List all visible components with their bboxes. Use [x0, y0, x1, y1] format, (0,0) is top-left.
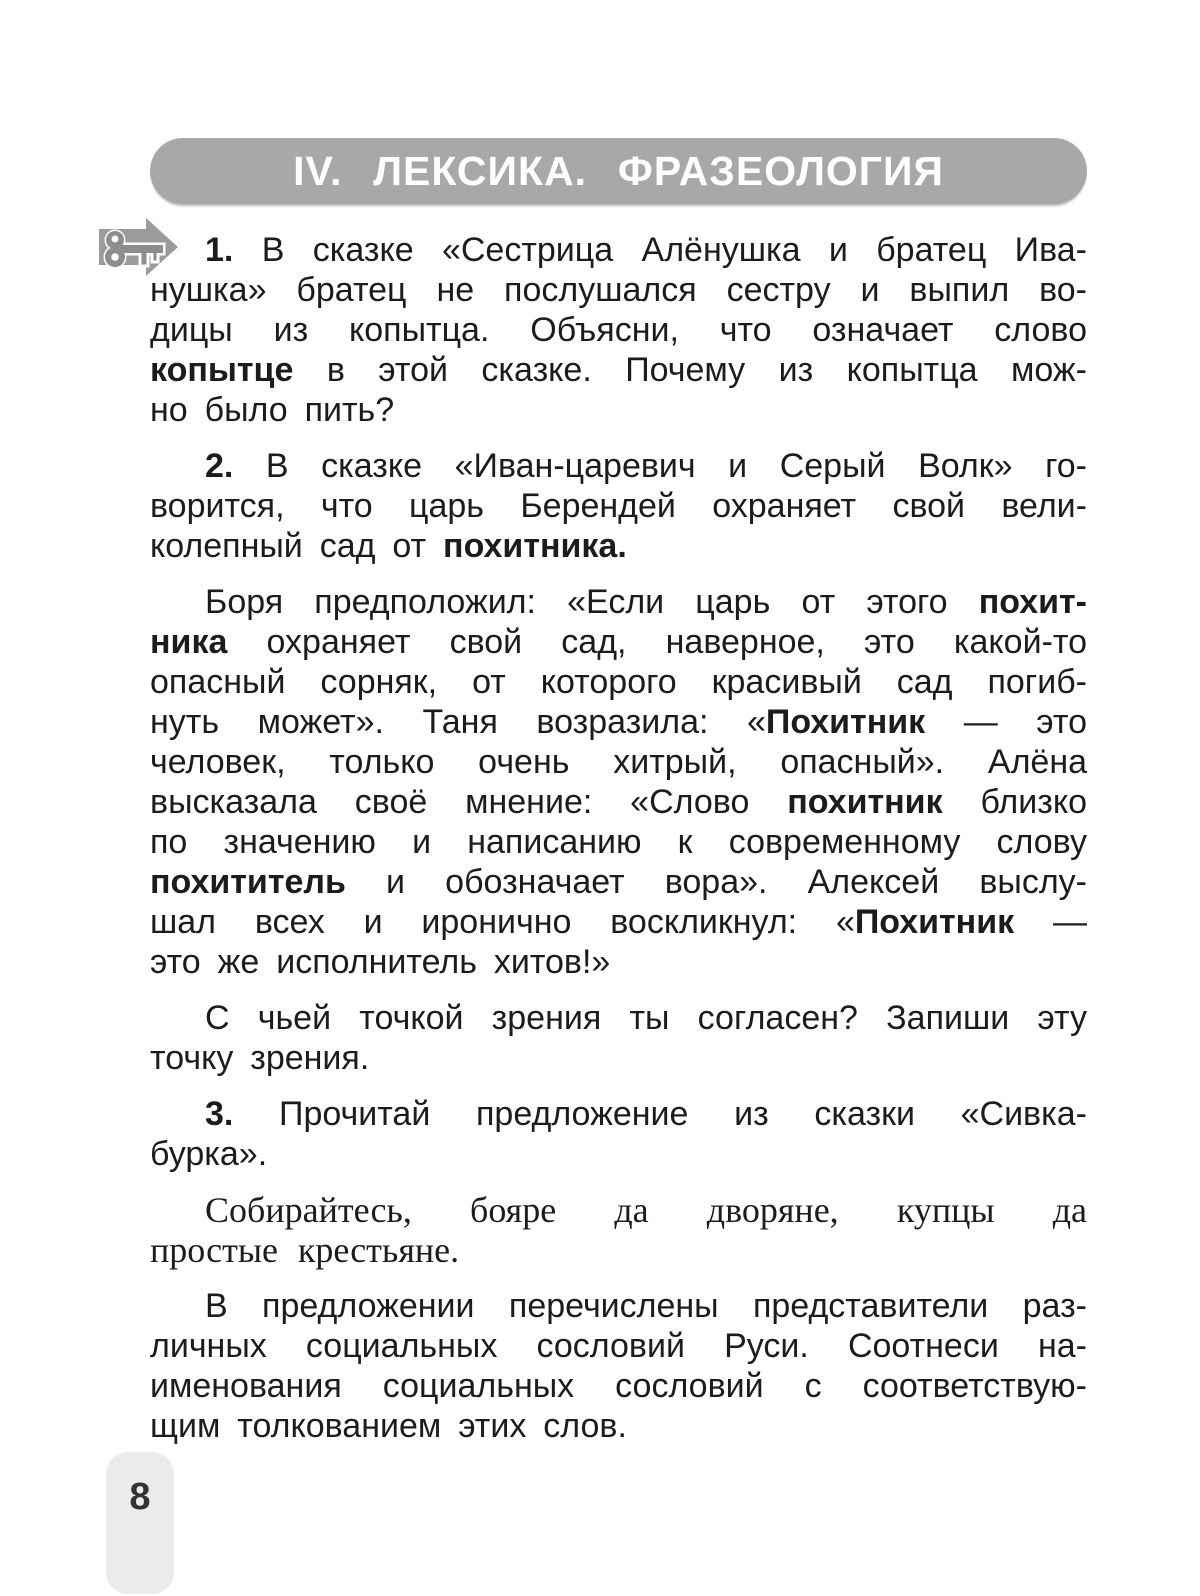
text-line [150, 446, 1087, 486]
text-line [150, 526, 1087, 566]
text-line [150, 1190, 1087, 1230]
text-line [150, 582, 1087, 622]
text: — [1014, 903, 1087, 941]
text-line [150, 1286, 1087, 1326]
text: это же исполнитель хитов!» [150, 943, 611, 981]
text: по значению и написанию к современному слову [150, 823, 1087, 861]
text-line [150, 230, 1087, 270]
bold-text: Похитник [765, 703, 926, 741]
bold-text: 2. [205, 447, 266, 485]
paragraph [150, 230, 1087, 430]
text: В сказке «Сестрица Алёнушка и братец Ива- [261, 231, 1087, 269]
text: точку зрения. [150, 1039, 370, 1077]
text-line [150, 662, 1087, 702]
text: колепный сад от [150, 527, 444, 565]
text-line [150, 1094, 1087, 1134]
bold-text: копытце [150, 351, 327, 389]
bold-text: Похитник [854, 903, 1015, 941]
text: высказала своё мнение: «Слово [150, 783, 788, 821]
text-line [150, 702, 1087, 742]
paragraph [150, 446, 1087, 566]
text-line [150, 782, 1087, 822]
text-line [150, 1230, 1087, 1270]
bold-text: похитника. [443, 527, 627, 565]
text: С чьей точкой зрения ты согласен? Запиши эту [205, 999, 1087, 1037]
text-line [150, 1366, 1087, 1406]
text: личных социальных сословий Руси. Соотнеси на- [150, 1327, 1087, 1365]
text: — это [925, 703, 1087, 741]
text-line [150, 486, 1087, 526]
text: бурка». [150, 1135, 268, 1173]
text-line [150, 822, 1087, 862]
text: В предложении перечислены представители раз- [205, 1287, 1087, 1325]
text: Прочитай предложение из сказки «Сивка- [279, 1095, 1087, 1133]
text: дицы из копытца. Объясни, что означает слово [150, 311, 1087, 349]
text: щим толкованием этих слов. [150, 1407, 627, 1445]
bold-text: 3. [205, 1095, 280, 1133]
text-line [150, 390, 1087, 430]
text: ворится, что царь Берендей охраняет свой вели- [150, 487, 1087, 525]
page-number: 8 [129, 1476, 151, 1518]
text-line [150, 1326, 1087, 1366]
content [150, 230, 1087, 1462]
text-line [150, 1038, 1087, 1078]
paragraph [150, 1286, 1087, 1446]
text-line [150, 742, 1087, 782]
text: В сказке «Иван-царевич и Серый Волк» го- [265, 447, 1087, 485]
paragraph [150, 582, 1087, 982]
page-number-tab [106, 1452, 174, 1594]
text-line [150, 270, 1087, 310]
section-title-banner [150, 138, 1087, 204]
text: но было пить? [150, 391, 395, 429]
text-line [150, 1406, 1087, 1446]
text: близко [942, 783, 1087, 821]
text-line [150, 310, 1087, 350]
text: человек, только очень хитрый, опасный». Алёна [150, 743, 1087, 781]
bold-text: похититель [150, 863, 387, 901]
text: в этой сказке. Почему из копытца мож- [326, 351, 1087, 389]
text: нуть может». Таня возразила: « [150, 703, 766, 741]
text: и обозначает вора». Алексей выслу- [386, 863, 1088, 901]
text: охраняет свой сад, наверное, это какой-то [266, 623, 1087, 661]
section-title: IV. ЛЕКСИКА. ФРАЗЕОЛОГИЯ [293, 147, 944, 194]
text: Собирайтесь, бояре да дворяне, купцы да [205, 1190, 1087, 1230]
text-line [150, 902, 1087, 942]
bold-text: 1. [205, 231, 262, 269]
text: именования социальных сословий с соответствую- [150, 1367, 1087, 1405]
paragraph [150, 1190, 1087, 1270]
text: нушка» братец не послушался сестру и выпил во- [150, 271, 1087, 309]
text: Боря предположил: «Если царь от этого [205, 583, 979, 621]
bold-text: похитник [787, 783, 943, 821]
text: простые крестьяне. [150, 1230, 460, 1270]
text-line [150, 998, 1087, 1038]
text: опасный сорняк, от которого красивый сад погиб- [150, 663, 1087, 701]
text-line [150, 622, 1087, 662]
paragraph [150, 998, 1087, 1078]
bold-text: похит- [978, 583, 1087, 621]
text-line [150, 862, 1087, 902]
text-line [150, 942, 1087, 982]
text-line [150, 350, 1087, 390]
text: шал всех и иронично воскликнул: « [150, 903, 855, 941]
text-line [150, 1134, 1087, 1174]
bold-text: ника [150, 623, 267, 661]
paragraph [150, 1094, 1087, 1174]
